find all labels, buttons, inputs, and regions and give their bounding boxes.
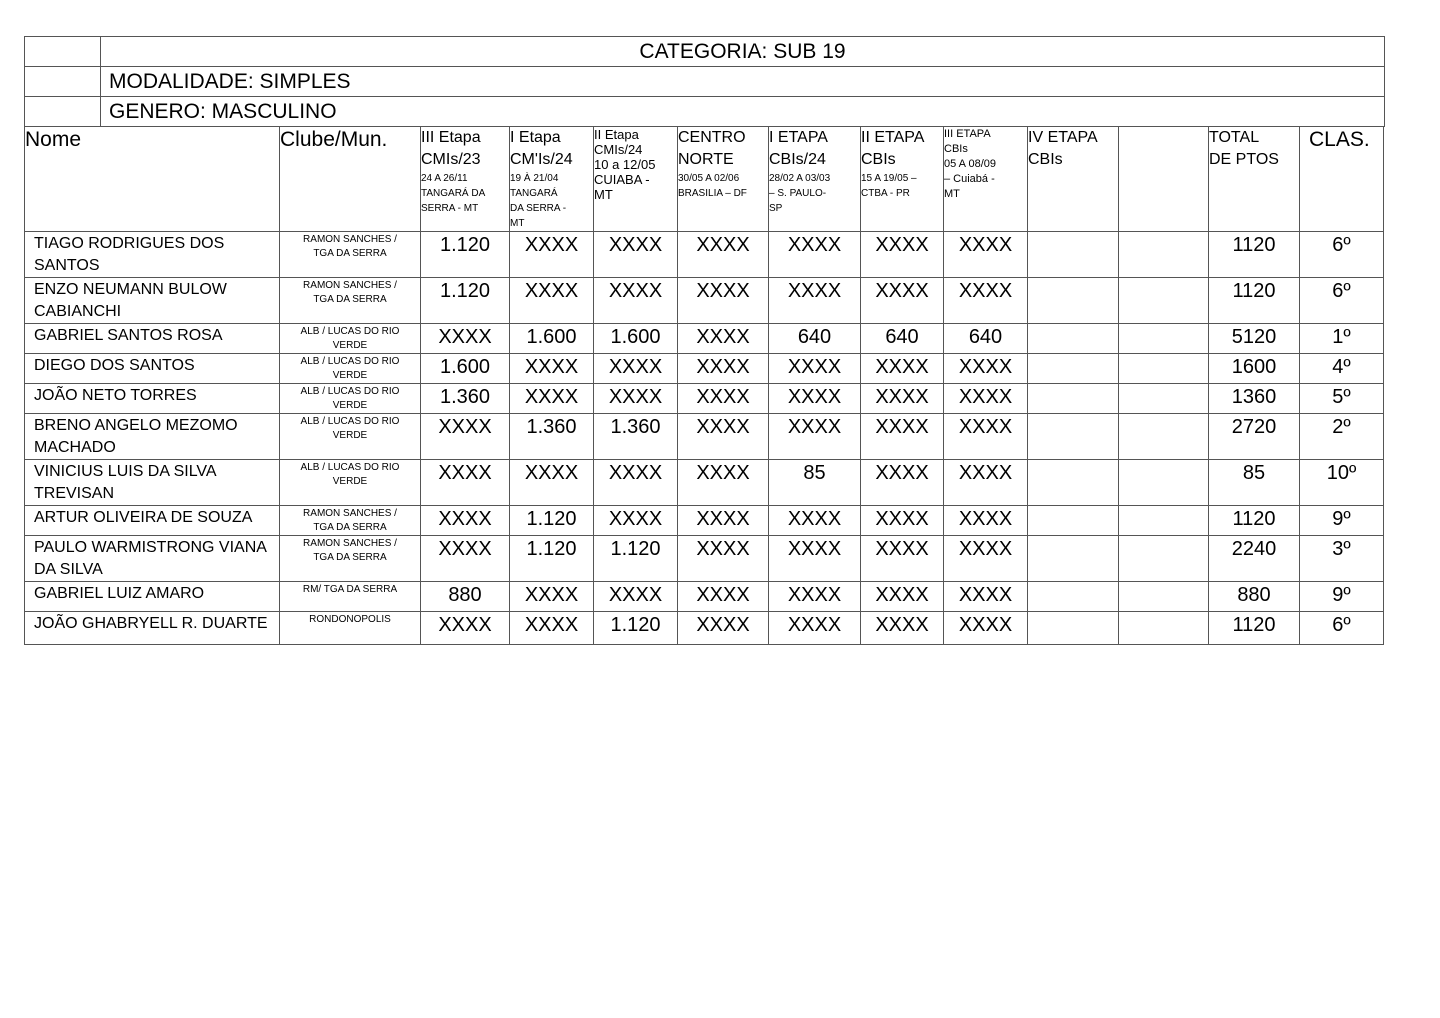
- col-sub: TANGARÁ DA: [421, 188, 486, 199]
- points-cell: XXXX: [944, 354, 1028, 384]
- club-cell: [280, 460, 421, 506]
- points-cell: XXXX: [678, 232, 769, 278]
- title-blank-cell: [25, 37, 101, 67]
- col-sub: 28/02 A 03/03: [769, 173, 831, 184]
- col-title: CENTRO: [678, 129, 746, 146]
- points-cell: 1.600: [594, 324, 678, 354]
- col-header-total: [1209, 127, 1300, 232]
- points-cell: XXXX: [769, 506, 861, 536]
- points-cell-empty: [1028, 460, 1119, 506]
- total-points-cell: 1600: [1209, 354, 1300, 384]
- points-cell: 640: [769, 324, 861, 354]
- col-header-i-etapa-cmis24: [510, 127, 594, 232]
- points-cell: XXXX: [944, 506, 1028, 536]
- points-cell-empty: [1119, 582, 1209, 612]
- player-name: GABRIEL LUIZ AMARO: [34, 585, 205, 602]
- player-name-cell: [25, 612, 280, 645]
- points-cell-empty: [1119, 354, 1209, 384]
- col-sub: DA SERRA -: [510, 203, 567, 214]
- table-row: [25, 324, 1384, 354]
- points-cell: XXXX: [861, 506, 944, 536]
- club-name: VERDE: [332, 476, 368, 487]
- club-name: ALB / LUCAS DO RIO: [300, 416, 400, 427]
- col-header-clas: CLAS.: [1300, 127, 1384, 232]
- points-cell: XXXX: [421, 612, 510, 645]
- classification-cell: 10º: [1300, 460, 1384, 506]
- points-cell: XXXX: [944, 384, 1028, 414]
- classification-cell: 2º: [1300, 414, 1384, 460]
- col-sub: SERRA - MT: [421, 203, 479, 214]
- points-cell: XXXX: [769, 536, 861, 582]
- col-sub: CTBA - PR: [861, 188, 910, 199]
- points-cell: XXXX: [944, 460, 1028, 506]
- col-title: III Etapa: [421, 129, 481, 146]
- points-cell: XXXX: [769, 232, 861, 278]
- club-cell: [280, 232, 421, 278]
- col-title: I Etapa: [510, 129, 561, 146]
- col-sub: MT: [594, 187, 613, 202]
- total-points-cell: 1120: [1209, 278, 1300, 324]
- points-cell: XXXX: [678, 354, 769, 384]
- points-cell-empty: [1119, 506, 1209, 536]
- points-cell: 1.120: [594, 536, 678, 582]
- player-name: VINICIUS LUIS DA SILVA: [34, 463, 217, 480]
- points-cell: XXXX: [861, 278, 944, 324]
- player-name: TIAGO RODRIGUES DOS: [34, 235, 225, 252]
- table-row: [25, 414, 1384, 460]
- points-cell: XXXX: [944, 278, 1028, 324]
- points-cell-empty: [1028, 536, 1119, 582]
- table-row: [25, 582, 1384, 612]
- player-name: CABIANCHI: [34, 303, 122, 320]
- points-cell: XXXX: [510, 354, 594, 384]
- club-name: RAMON SANCHES /: [303, 538, 397, 549]
- points-cell: XXXX: [944, 612, 1028, 645]
- col-header-ii-etapa-cbis: [861, 127, 944, 232]
- col-sub: MT: [510, 218, 525, 229]
- points-cell: XXXX: [421, 414, 510, 460]
- points-cell: XXXX: [678, 324, 769, 354]
- club-name: TGA DA SERRA: [313, 294, 387, 305]
- col-sub: 24 A 26/11: [421, 173, 468, 184]
- col-title: CBIs: [944, 143, 968, 155]
- title-row-categoria: [25, 37, 1385, 67]
- player-name: TREVISAN: [34, 485, 115, 502]
- club-name: VERDE: [332, 430, 368, 441]
- table-row: [25, 232, 1384, 278]
- points-cell: XXXX: [421, 506, 510, 536]
- total-points-cell: 1120: [1209, 232, 1300, 278]
- player-name-cell: [25, 506, 280, 536]
- points-cell: XXXX: [594, 460, 678, 506]
- points-cell: XXXX: [861, 612, 944, 645]
- col-header-ii-etapa-cmis24: [594, 127, 678, 232]
- points-cell: XXXX: [678, 414, 769, 460]
- club-name: VERDE: [332, 370, 368, 381]
- points-cell-empty: [1028, 612, 1119, 645]
- col-header-blank: [1119, 127, 1209, 232]
- col-header-i-etapa-cbis24: [769, 127, 861, 232]
- col-sub: – S. PAULO-: [769, 188, 827, 199]
- points-cell: 85: [769, 460, 861, 506]
- col-header-nome: Nome: [25, 127, 280, 232]
- points-cell: XXXX: [510, 278, 594, 324]
- title-block: [24, 36, 1385, 127]
- points-cell: XXXX: [769, 414, 861, 460]
- points-cell: XXXX: [594, 582, 678, 612]
- points-cell-empty: [1119, 278, 1209, 324]
- points-cell: 1.120: [421, 232, 510, 278]
- club-name: TGA DA SERRA: [313, 552, 387, 563]
- points-cell: XXXX: [861, 460, 944, 506]
- player-name: DA SILVA: [34, 561, 103, 578]
- club-cell: [280, 612, 421, 645]
- col-title: CBIs: [1028, 151, 1063, 168]
- points-cell: XXXX: [594, 384, 678, 414]
- club-name: ALB / LUCAS DO RIO: [300, 356, 400, 367]
- player-name: ARTUR OLIVEIRA DE SOUZA: [34, 509, 253, 526]
- points-cell: 1.600: [510, 324, 594, 354]
- table-row: [25, 278, 1384, 324]
- classification-cell: 3º: [1300, 536, 1384, 582]
- total-points-cell: 2720: [1209, 414, 1300, 460]
- points-cell: 1.120: [510, 536, 594, 582]
- club-cell: [280, 582, 421, 612]
- classification-cell: 9º: [1300, 582, 1384, 612]
- points-cell: XXXX: [594, 232, 678, 278]
- points-cell: 880: [421, 582, 510, 612]
- club-name: RONDONOPOLIS: [309, 614, 391, 625]
- col-sub: SP: [769, 203, 783, 214]
- col-header-iii-etapa-cmis23: [421, 127, 510, 232]
- col-sub: 30/05 A 02/06: [678, 173, 740, 184]
- player-name-cell: [25, 414, 280, 460]
- player-name-cell: [25, 354, 280, 384]
- points-cell: XXXX: [861, 232, 944, 278]
- club-name: ALB / LUCAS DO RIO: [300, 326, 400, 337]
- points-cell-empty: [1028, 506, 1119, 536]
- points-cell: XXXX: [510, 582, 594, 612]
- col-title: DE PTOS: [1209, 151, 1279, 168]
- player-name: DIEGO DOS SANTOS: [34, 357, 195, 374]
- points-cell: XXXX: [678, 506, 769, 536]
- points-cell: XXXX: [861, 582, 944, 612]
- table-row: [25, 354, 1384, 384]
- column-header-row: [25, 127, 1384, 232]
- player-name: BRENO ANGELO MEZOMO: [34, 417, 238, 434]
- points-cell: XXXX: [769, 582, 861, 612]
- col-sub: CUIABA -: [594, 172, 650, 187]
- title-row-modalidade: [25, 67, 1385, 97]
- points-cell: XXXX: [861, 384, 944, 414]
- points-cell: XXXX: [421, 324, 510, 354]
- col-sub: 10 a 12/05: [594, 157, 656, 172]
- genero-title: GENERO: MASCULINO: [101, 97, 1385, 127]
- total-points-cell: 85: [1209, 460, 1300, 506]
- club-name: RAMON SANCHES /: [303, 234, 397, 245]
- club-name: ALB / LUCAS DO RIO: [300, 462, 400, 473]
- col-header-iv-etapa-cbis: [1028, 127, 1119, 232]
- total-points-cell: 1120: [1209, 506, 1300, 536]
- points-cell: XXXX: [769, 384, 861, 414]
- points-cell: XXXX: [594, 278, 678, 324]
- points-cell: 1.360: [594, 414, 678, 460]
- points-cell: XXXX: [769, 354, 861, 384]
- points-cell-empty: [1119, 414, 1209, 460]
- categoria-title: CATEGORIA: SUB 19: [101, 37, 1385, 67]
- points-cell-empty: [1028, 414, 1119, 460]
- points-cell: XXXX: [678, 384, 769, 414]
- table-row: [25, 506, 1384, 536]
- points-cell-empty: [1028, 278, 1119, 324]
- col-header-clube: Clube/Mun.: [280, 127, 421, 232]
- club-cell: [280, 354, 421, 384]
- points-cell-empty: [1119, 460, 1209, 506]
- points-cell-empty: [1119, 384, 1209, 414]
- points-cell: XXXX: [944, 582, 1028, 612]
- club-name: VERDE: [332, 340, 368, 351]
- points-cell: XXXX: [510, 232, 594, 278]
- col-title: III ETAPA: [944, 128, 991, 140]
- points-cell: XXXX: [594, 506, 678, 536]
- ranking-table: [24, 126, 1384, 645]
- classification-cell: 6º: [1300, 278, 1384, 324]
- points-cell-empty: [1028, 232, 1119, 278]
- total-points-cell: 1120: [1209, 612, 1300, 645]
- points-cell: 1.120: [510, 506, 594, 536]
- classification-cell: 6º: [1300, 232, 1384, 278]
- col-sub: MT: [944, 188, 960, 200]
- points-cell: XXXX: [769, 278, 861, 324]
- player-name-cell: [25, 582, 280, 612]
- player-name-cell: [25, 384, 280, 414]
- points-cell: XXXX: [594, 354, 678, 384]
- player-name: MACHADO: [34, 439, 116, 456]
- club-name: RAMON SANCHES /: [303, 508, 397, 519]
- points-cell: 640: [861, 324, 944, 354]
- points-cell: XXXX: [510, 384, 594, 414]
- points-cell: XXXX: [510, 612, 594, 645]
- total-points-cell: 2240: [1209, 536, 1300, 582]
- table-row: [25, 460, 1384, 506]
- points-cell: XXXX: [678, 536, 769, 582]
- col-title: CM'Is/24: [510, 151, 573, 168]
- club-cell: [280, 536, 421, 582]
- points-cell: 1.360: [510, 414, 594, 460]
- club-name: RAMON SANCHES /: [303, 280, 397, 291]
- points-cell: 1.360: [421, 384, 510, 414]
- player-name: JOÃO NETO TORRES: [34, 387, 197, 404]
- points-cell: XXXX: [421, 460, 510, 506]
- player-name: PAULO WARMISTRONG VIANA: [34, 539, 267, 556]
- player-name: SANTOS: [34, 257, 100, 274]
- classification-cell: 9º: [1300, 506, 1384, 536]
- col-title: I ETAPA: [769, 129, 828, 146]
- player-name-cell: [25, 278, 280, 324]
- col-title: II ETAPA: [861, 129, 925, 146]
- player-name: GABRIEL SANTOS ROSA: [34, 327, 223, 344]
- points-cell: XXXX: [678, 612, 769, 645]
- col-title: CBIs: [861, 151, 896, 168]
- club-cell: [280, 414, 421, 460]
- col-title: TOTAL: [1209, 129, 1260, 146]
- title-blank-cell: [25, 97, 101, 127]
- points-cell-empty: [1028, 384, 1119, 414]
- col-title: CMIs/24: [594, 142, 643, 157]
- points-cell: 1.600: [421, 354, 510, 384]
- col-sub: BRASILIA – DF: [678, 188, 747, 199]
- club-name: VERDE: [332, 400, 368, 411]
- points-cell: 640: [944, 324, 1028, 354]
- points-cell: XXXX: [421, 536, 510, 582]
- col-sub: 15 A 19/05 –: [861, 173, 917, 184]
- classification-cell: 6º: [1300, 612, 1384, 645]
- club-name: RM/ TGA DA SERRA: [302, 584, 398, 595]
- col-title: CBIs/24: [769, 151, 826, 168]
- player-name-cell: [25, 232, 280, 278]
- points-cell-empty: [1028, 354, 1119, 384]
- points-cell-empty: [1119, 536, 1209, 582]
- total-points-cell: 5120: [1209, 324, 1300, 354]
- col-sub: TANGARÁ: [510, 188, 558, 199]
- points-cell-empty: [1119, 612, 1209, 645]
- col-header-iii-etapa-cbis: [944, 127, 1028, 232]
- points-cell: XXXX: [861, 354, 944, 384]
- col-header-centro-norte: [678, 127, 769, 232]
- points-cell: XXXX: [678, 582, 769, 612]
- col-title: NORTE: [678, 151, 734, 168]
- points-cell-empty: [1028, 324, 1119, 354]
- points-cell: XXXX: [944, 414, 1028, 460]
- points-cell-empty: [1119, 232, 1209, 278]
- club-cell: [280, 278, 421, 324]
- col-sub: – Cuiabá -: [944, 173, 995, 185]
- club-cell: [280, 506, 421, 536]
- player-name-cell: [25, 536, 280, 582]
- table-row: [25, 384, 1384, 414]
- player-name-cell: [25, 460, 280, 506]
- points-cell: XXXX: [944, 536, 1028, 582]
- points-cell: XXXX: [678, 278, 769, 324]
- points-cell: 1.120: [594, 612, 678, 645]
- player-name: ENZO NEUMANN BULOW: [34, 281, 227, 298]
- club-cell: [280, 384, 421, 414]
- player-name: JOÃO GHABRYELL R. DUARTE: [34, 615, 268, 632]
- title-row-genero: [25, 97, 1385, 127]
- club-name: TGA DA SERRA: [313, 248, 387, 259]
- classification-cell: 5º: [1300, 384, 1384, 414]
- col-sub: 05 A 08/09: [944, 158, 996, 170]
- col-title: II Etapa: [594, 127, 639, 142]
- col-sub: 19 À 21/04: [510, 173, 559, 184]
- player-name-cell: [25, 324, 280, 354]
- points-cell: XXXX: [861, 414, 944, 460]
- modalidade-title: MODALIDADE: SIMPLES: [101, 67, 1385, 97]
- classification-cell: 4º: [1300, 354, 1384, 384]
- table-row: [25, 536, 1384, 582]
- points-cell: XXXX: [944, 232, 1028, 278]
- col-title: CMIs/23: [421, 151, 481, 168]
- title-blank-cell: [25, 67, 101, 97]
- points-cell: XXXX: [678, 460, 769, 506]
- points-cell-empty: [1119, 324, 1209, 354]
- total-points-cell: 1360: [1209, 384, 1300, 414]
- points-cell-empty: [1028, 582, 1119, 612]
- points-cell: XXXX: [861, 536, 944, 582]
- points-cell: 1.120: [421, 278, 510, 324]
- classification-cell: 1º: [1300, 324, 1384, 354]
- total-points-cell: 880: [1209, 582, 1300, 612]
- points-cell: XXXX: [769, 612, 861, 645]
- club-name: ALB / LUCAS DO RIO: [300, 386, 400, 397]
- table-row: [25, 612, 1384, 645]
- club-cell: [280, 324, 421, 354]
- points-cell: XXXX: [510, 460, 594, 506]
- col-title: IV ETAPA: [1028, 129, 1098, 146]
- club-name: TGA DA SERRA: [313, 522, 387, 533]
